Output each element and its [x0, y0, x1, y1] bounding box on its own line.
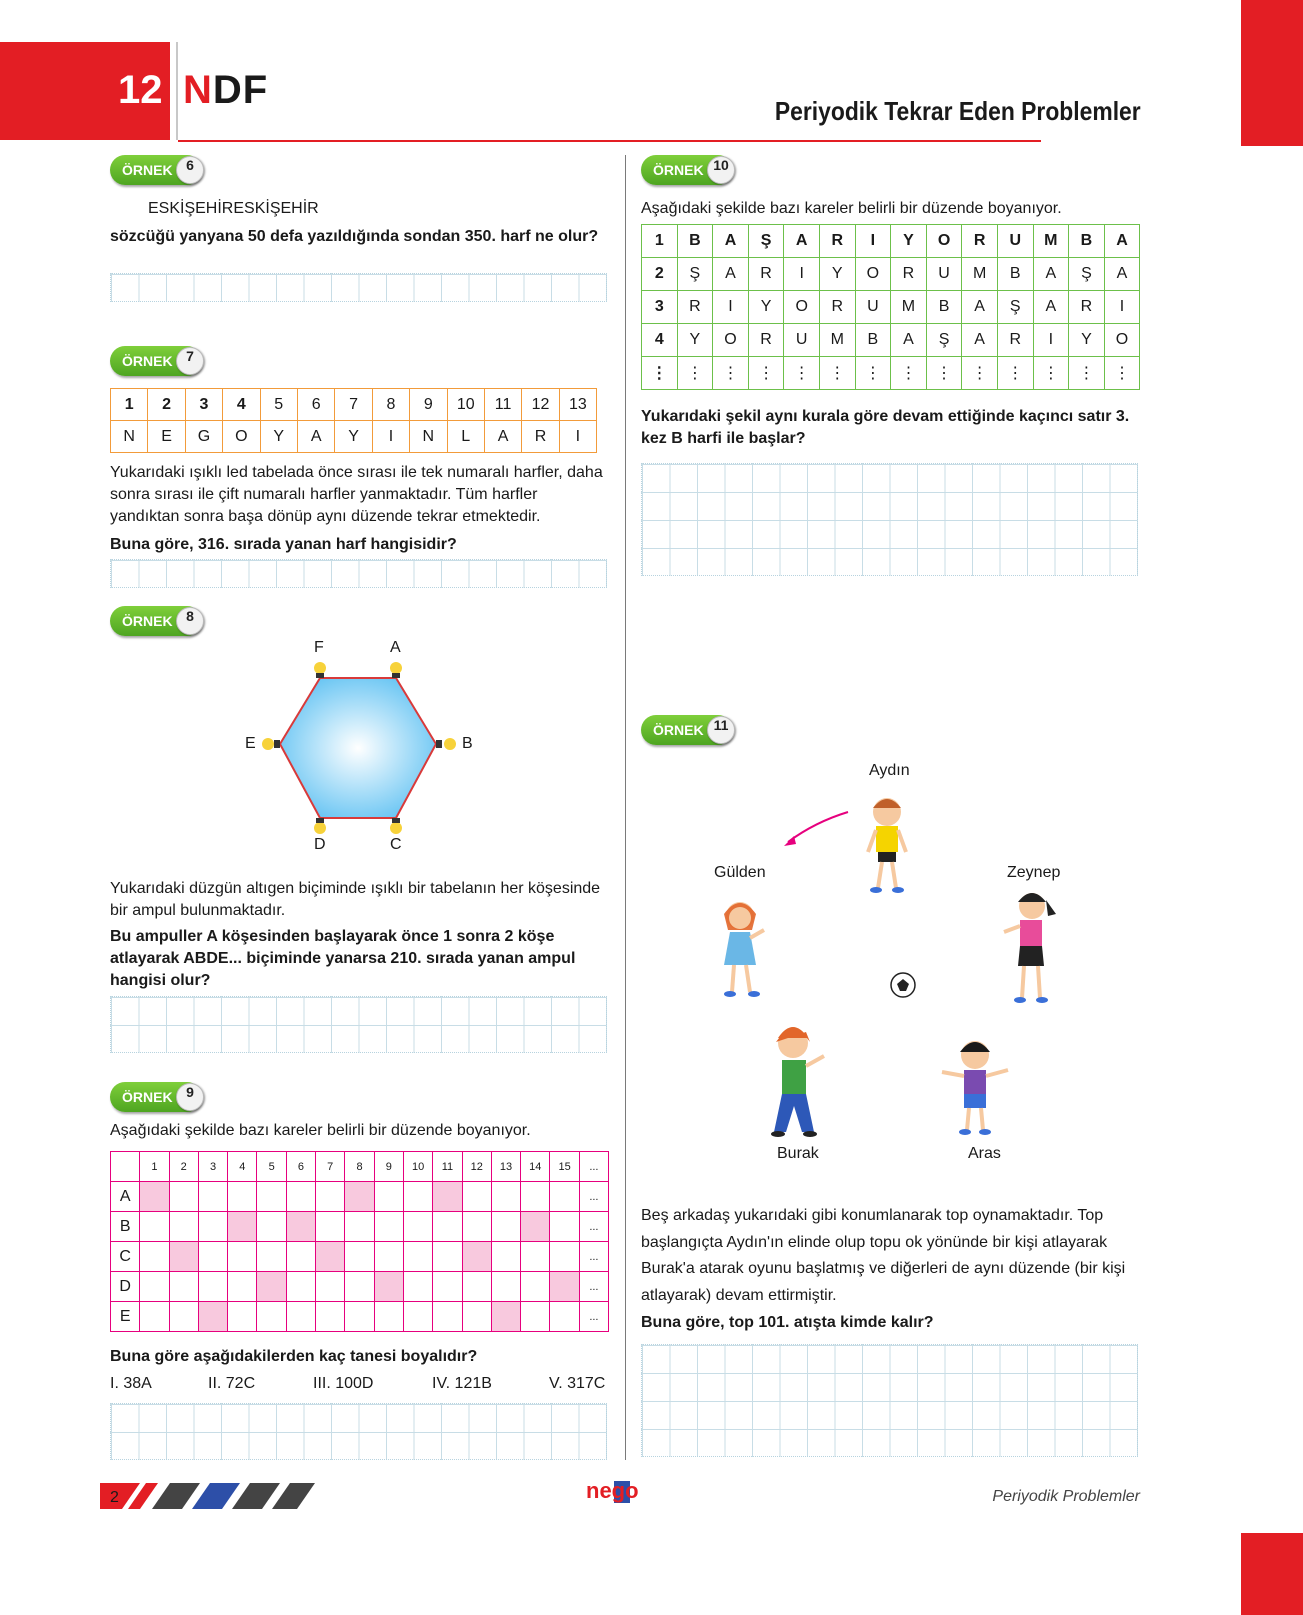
letter-grid-cell: B: [926, 291, 962, 324]
ornek-8-answer-area[interactable]: [110, 996, 607, 1053]
led-number-cell: 6: [297, 389, 334, 421]
grid-cell: [286, 1302, 315, 1332]
grid-cell: [433, 1302, 462, 1332]
led-letter-cell: L: [447, 421, 484, 453]
ornek-11-answer-area[interactable]: [641, 1344, 1138, 1457]
bulb-b: [436, 738, 456, 750]
grid-ellipsis-cell: ...: [579, 1182, 608, 1212]
letter-grid-cell: Y: [677, 324, 713, 357]
kids-illustration: [690, 780, 1090, 1150]
header-red-block-right: [1241, 0, 1303, 146]
ornek-9-option: III. 100D: [313, 1375, 374, 1392]
letter-grid-cell: I: [1104, 291, 1140, 324]
letter-grid-cell: A: [962, 291, 998, 324]
led-number-cell: 8: [372, 389, 409, 421]
grid-column-header: 1: [140, 1152, 169, 1182]
led-letter-cell: N: [111, 421, 148, 453]
led-number-cell: 7: [335, 389, 372, 421]
letter-grid-cell: ⋮: [748, 357, 784, 390]
bulb-c: [390, 818, 402, 834]
letter-grid-cell: R: [1069, 291, 1105, 324]
led-number-cell: 4: [223, 389, 260, 421]
pass-arrow-icon: [784, 812, 848, 846]
letter-grid-cell: O: [784, 291, 820, 324]
led-number-cell: 1: [111, 389, 148, 421]
led-number-cell: 11: [484, 389, 521, 421]
grid-column-header: 14: [521, 1152, 550, 1182]
grid-column-header: 3: [198, 1152, 227, 1182]
letter-grid-cell: I: [713, 291, 749, 324]
letter-grid-cell: A: [962, 324, 998, 357]
grid-cell: [257, 1242, 286, 1272]
grid-column-header: 4: [228, 1152, 257, 1182]
grid-cell: [316, 1182, 345, 1212]
grid-cell: [345, 1242, 374, 1272]
ornek-10-badge: ÖRNEK 10: [641, 155, 733, 185]
grid-cell: [491, 1182, 520, 1212]
led-table: [110, 388, 597, 453]
grid-column-header: 11: [433, 1152, 462, 1182]
grid-cell: [228, 1242, 257, 1272]
letter-grid-cell: R: [997, 324, 1033, 357]
letter-grid-cell: M: [819, 324, 855, 357]
bulb-d: [314, 818, 326, 834]
ornek-7-badge: ÖRNEK 7: [110, 346, 202, 376]
grid-cell: [169, 1182, 198, 1212]
grid-cell: [521, 1302, 550, 1332]
grid-cell: [345, 1212, 374, 1242]
grid-column-header: 12: [462, 1152, 491, 1182]
letter-grid-cell: Ş: [748, 225, 784, 258]
letter-grid-cell: A: [1033, 291, 1069, 324]
grid-cell: [316, 1212, 345, 1242]
letter-grid-cell: ⋮: [1104, 357, 1140, 390]
grid-cell-painted: [521, 1212, 550, 1242]
letter-grid-cell: A: [1104, 225, 1140, 258]
ornek-9-option: I. 38A: [110, 1375, 152, 1392]
grid-cell: [257, 1212, 286, 1242]
letter-grid-cell: ⋮: [997, 357, 1033, 390]
ornek-9-intro: Aşağıdaki şekilde bazı kareler belirli bir düzende boyanıyor.: [110, 1122, 531, 1139]
grid-cell-painted: [198, 1302, 227, 1332]
letter-grid-cell: Ş: [926, 324, 962, 357]
letter-grid-cell: I: [1033, 324, 1069, 357]
grid-column-header: 7: [316, 1152, 345, 1182]
ornek-10-answer-area[interactable]: [641, 463, 1138, 576]
grid-cell: [550, 1302, 579, 1332]
grid-row-header: B: [111, 1212, 140, 1242]
led-letter-cell: I: [372, 421, 409, 453]
ornek-8-text: Yukarıdaki düzgün altıgen biçiminde ışıklı bir tabelanın her köşesinde bir ampul bulunmaktadır.: [110, 880, 601, 919]
ornek-6-badge: ÖRNEK 6: [110, 155, 202, 185]
ornek-9-option: II. 72C: [208, 1375, 256, 1392]
letter-grid-cell: R: [819, 225, 855, 258]
ornek-10-intro: Aşağıdaki şekilde bazı kareler belirli bir düzende boyanıyor.: [641, 200, 1062, 217]
ornek-9-answer-area[interactable]: [110, 1403, 607, 1460]
letter-grid-cell: B: [997, 258, 1033, 291]
letter-grid-cell: ⋮: [926, 357, 962, 390]
ornek-7-question: Buna göre, 316. sırada yanan harf hangisidir?: [110, 536, 457, 553]
brand-n: N: [183, 68, 213, 112]
vertex-label-a: A: [390, 639, 401, 656]
grid-cell-painted: [433, 1182, 462, 1212]
ornek-6-number: 6: [176, 156, 204, 184]
letter-grid-cell: U: [855, 291, 891, 324]
letter-grid-cell: Ş: [997, 291, 1033, 324]
grid-cell: [433, 1242, 462, 1272]
kid-gulden: [724, 902, 764, 997]
grid-cell: [228, 1272, 257, 1302]
letter-grid: [641, 224, 1140, 390]
letter-grid-cell: O: [855, 258, 891, 291]
led-letter-cell: R: [522, 421, 559, 453]
letter-grid-cell: R: [677, 291, 713, 324]
ornek-8-badge: ÖRNEK 8: [110, 606, 202, 636]
grid-row-header: A: [111, 1182, 140, 1212]
grid-ellipsis-cell: ...: [579, 1212, 608, 1242]
grid-column-header: 13: [491, 1152, 520, 1182]
letter-grid-cell: Ş: [1069, 258, 1105, 291]
name-aras: Aras: [968, 1145, 1001, 1162]
led-letter-cell: O: [223, 421, 260, 453]
bulb-a: [390, 662, 402, 678]
vertex-label-e: E: [245, 735, 256, 752]
letter-grid-cell: R: [748, 258, 784, 291]
header-divider: [176, 42, 178, 140]
grid-row-header: D: [111, 1272, 140, 1302]
grid-column-header: 15: [550, 1152, 579, 1182]
grid-cell: [462, 1302, 491, 1332]
ornek-9-option: IV. 121B: [432, 1375, 492, 1392]
kid-zeynep: [1004, 893, 1056, 1003]
ornek-7-text: Yukarıdaki ışıklı led tabelada önce sırası ile tek numaralı harfler, daha sonra sırası ile çift numaralı harfler yanmaktadır. Tüm harfler yandıktan sonra başa dönüp aynı düzende tekrar etmektedir.: [110, 464, 603, 525]
led-letter-cell: A: [484, 421, 521, 453]
column-divider: [625, 155, 626, 1460]
bulb-e: [262, 738, 280, 750]
grid-cell: [462, 1212, 491, 1242]
grid-cell: [403, 1272, 432, 1302]
page-number: 2: [110, 1489, 119, 1506]
vertex-label-b: B: [462, 735, 473, 752]
ornek-7-number: 7: [176, 347, 204, 375]
letter-grid-cell: Y: [748, 291, 784, 324]
grid-cell: [433, 1212, 462, 1242]
paint-grid: [110, 1151, 609, 1332]
letter-grid-row-number: 1: [642, 225, 678, 258]
letter-grid-row-number: 3: [642, 291, 678, 324]
led-number-cell: 5: [260, 389, 297, 421]
led-number-cell: 3: [185, 389, 222, 421]
letter-grid-cell: M: [891, 291, 927, 324]
letter-grid-cell: B: [1069, 225, 1105, 258]
letter-grid-cell: U: [926, 258, 962, 291]
grid-cell: [550, 1242, 579, 1272]
letter-grid-row-number: 4: [642, 324, 678, 357]
letter-grid-cell: Y: [819, 258, 855, 291]
grid-cell-painted: [550, 1272, 579, 1302]
grid-cell: [169, 1302, 198, 1332]
letter-grid-cell: ⋮: [1069, 357, 1105, 390]
vertex-label-d: D: [314, 836, 326, 853]
grid-column-header: 10: [403, 1152, 432, 1182]
kid-aydin: [868, 798, 906, 893]
ornek-10-number: 10: [707, 156, 735, 184]
led-number-cell: 9: [410, 389, 447, 421]
grid-cell: [403, 1212, 432, 1242]
led-number-cell: 13: [559, 389, 596, 421]
grid-cell: [403, 1242, 432, 1272]
letter-grid-cell: R: [748, 324, 784, 357]
letter-grid-row-number: 2: [642, 258, 678, 291]
grid-cell: [140, 1302, 169, 1332]
letter-grid-cell: I: [784, 258, 820, 291]
letter-grid-cell: A: [891, 324, 927, 357]
ornek-9-badge: ÖRNEK 9: [110, 1082, 202, 1112]
grid-ellipsis-cell: ...: [579, 1272, 608, 1302]
led-number-cell: 2: [148, 389, 185, 421]
letter-grid-cell: B: [855, 324, 891, 357]
ornek-8-number: 8: [176, 607, 204, 635]
grid-cell: [286, 1182, 315, 1212]
letter-grid-cell: O: [926, 225, 962, 258]
grid-cell: [198, 1182, 227, 1212]
letter-grid-cell: ⋮: [677, 357, 713, 390]
letter-grid-cell: O: [713, 324, 749, 357]
grid-cell: [140, 1272, 169, 1302]
grid-cell-painted: [345, 1182, 374, 1212]
led-letter-cell: E: [148, 421, 185, 453]
grid-column-header: 6: [286, 1152, 315, 1182]
grid-cell: [228, 1182, 257, 1212]
grid-cell: [521, 1272, 550, 1302]
grid-cell-painted: [374, 1272, 403, 1302]
grid-cell-painted: [491, 1302, 520, 1332]
grid-cell: [521, 1182, 550, 1212]
letter-grid-cell: ⋮: [784, 357, 820, 390]
letter-grid-cell: A: [1033, 258, 1069, 291]
grid-cell: [374, 1212, 403, 1242]
nego-logo: [586, 1477, 666, 1505]
grid-cell: [550, 1212, 579, 1242]
letter-grid-cell: ⋮: [713, 357, 749, 390]
letter-grid-cell: ⋮: [962, 357, 998, 390]
letter-grid-cell: R: [819, 291, 855, 324]
led-letter-cell: Y: [335, 421, 372, 453]
letter-grid-cell: M: [1033, 225, 1069, 258]
ornek-6-answer-area[interactable]: [110, 273, 607, 302]
brand-rest: DF: [212, 68, 269, 112]
grid-cell: [140, 1212, 169, 1242]
ornek-8-question: Bu ampuller A köşesinden başlayarak önce 1 sonra 2 köşe atlayarak ABDE... biçiminde yanarsa 210. sırada yanan ampul hangisi olur?: [110, 928, 576, 989]
letter-grid-cell: U: [997, 225, 1033, 258]
letter-grid-cell: Ş: [677, 258, 713, 291]
grid-cell: [433, 1272, 462, 1302]
ornek-11-question: Buna göre, top 101. atışta kimde kalır?: [641, 1314, 934, 1331]
led-letter-cell: Y: [260, 421, 297, 453]
led-letter-cell: N: [410, 421, 447, 453]
grid-cell: [374, 1302, 403, 1332]
grid-cell-painted: [228, 1212, 257, 1242]
grid-cell: [286, 1272, 315, 1302]
grid-cell: [374, 1182, 403, 1212]
letter-grid-cell: A: [784, 225, 820, 258]
grid-cell-painted: [169, 1242, 198, 1272]
letter-grid-cell: A: [713, 258, 749, 291]
grid-cell: [403, 1302, 432, 1332]
kid-burak: [771, 1027, 824, 1137]
letter-grid-cell: I: [855, 225, 891, 258]
grid-row-header: E: [111, 1302, 140, 1332]
letter-grid-cell: A: [713, 225, 749, 258]
grid-cell: [374, 1242, 403, 1272]
grid-cell: [521, 1242, 550, 1272]
grid-ellipsis-cell: ...: [579, 1302, 608, 1332]
ball-icon: [891, 973, 915, 997]
grid-cell: [403, 1182, 432, 1212]
footer-title: Periyodik Problemler: [992, 1488, 1140, 1505]
grid-cell-painted: [140, 1182, 169, 1212]
led-letter-cell: G: [185, 421, 222, 453]
ornek-11-number: 11: [707, 716, 735, 744]
grid-cell: [169, 1272, 198, 1302]
ornek-9-option: V. 317C: [549, 1375, 606, 1392]
ornek-6-word: ESKİŞEHİRESKİŞEHİR: [148, 200, 319, 217]
led-number-cell: 10: [447, 389, 484, 421]
grid-cell: [140, 1242, 169, 1272]
grid-cell: [491, 1242, 520, 1272]
grade-number: 12: [118, 68, 163, 112]
grid-cell: [286, 1242, 315, 1272]
ornek-11-badge: ÖRNEK 11: [641, 715, 733, 745]
letter-grid-cell: M: [962, 258, 998, 291]
ornek-7-answer-area[interactable]: [110, 559, 607, 588]
led-number-cell: 12: [522, 389, 559, 421]
letter-grid-row-number: ⋮: [642, 357, 678, 390]
grid-cell-painted: [462, 1242, 491, 1272]
grid-cell-painted: [286, 1212, 315, 1242]
hexagon-figure: [240, 640, 500, 870]
letter-grid-cell: Y: [1069, 324, 1105, 357]
grid-row-header: C: [111, 1242, 140, 1272]
grid-cell: [198, 1272, 227, 1302]
grid-cell: [169, 1212, 198, 1242]
grid-cell: [228, 1302, 257, 1332]
name-burak: Burak: [777, 1145, 819, 1162]
letter-grid-cell: B: [677, 225, 713, 258]
grid-cell: [550, 1182, 579, 1212]
grid-cell: [316, 1302, 345, 1332]
footer-stripes: [100, 1483, 315, 1509]
grid-cell: [491, 1272, 520, 1302]
grid-cell: [316, 1272, 345, 1302]
grid-cell: [257, 1302, 286, 1332]
letter-grid-cell: ⋮: [891, 357, 927, 390]
grid-column-header: 9: [374, 1152, 403, 1182]
grid-column-header: 2: [169, 1152, 198, 1182]
ornek-10-question: Yukarıdaki şekil aynı kurala göre devam ettiğinde kaçıncı satır 3. kez B harfi ile başlar?: [641, 408, 1130, 447]
letter-grid-cell: R: [962, 225, 998, 258]
vertex-label-c: C: [390, 836, 402, 853]
grid-column-header: ...: [579, 1152, 608, 1182]
letter-grid-cell: O: [1104, 324, 1140, 357]
hexagon-shape: [280, 678, 436, 818]
letter-grid-cell: U: [784, 324, 820, 357]
grid-cell-painted: [316, 1242, 345, 1272]
grid-column-header: 8: [345, 1152, 374, 1182]
ornek-9-question: Buna göre aşağıdakilerden kaç tanesi boyalıdır?: [110, 1348, 478, 1365]
grid-cell: [198, 1212, 227, 1242]
ornek-6-question: sözcüğü yanyana 50 defa yazıldığında sondan 350. harf ne olur?: [110, 228, 599, 245]
footer-red-block-right: [1241, 1533, 1303, 1615]
letter-grid-cell: ⋮: [1033, 357, 1069, 390]
grid-cell: [491, 1212, 520, 1242]
bulb-f: [314, 662, 326, 678]
grid-cell: [198, 1242, 227, 1272]
header-rule: [178, 140, 1041, 142]
grid-ellipsis-cell: ...: [579, 1242, 608, 1272]
kid-aras: [942, 1041, 1008, 1135]
grid-cell: [257, 1182, 286, 1212]
grid-cell-painted: [257, 1272, 286, 1302]
page-title: Periyodik Tekrar Eden Problemler: [775, 96, 1141, 126]
grid-cell: [345, 1302, 374, 1332]
name-aydin: Aydın: [869, 762, 910, 779]
grid-column-header: 5: [257, 1152, 286, 1182]
led-letter-cell: I: [559, 421, 596, 453]
letter-grid-cell: Y: [891, 225, 927, 258]
name-gulden: Gülden: [714, 864, 766, 881]
nego-logo-text: nego: [586, 1478, 639, 1503]
grid-cell: [462, 1182, 491, 1212]
brand-logo: [183, 68, 268, 113]
vertex-label-f: F: [314, 639, 324, 656]
letter-grid-cell: R: [891, 258, 927, 291]
ornek-9-number: 9: [176, 1083, 204, 1111]
letter-grid-cell: A: [1104, 258, 1140, 291]
ornek-11-text: Beş arkadaş yukarıdaki gibi konumlanarak top oynamaktadır. Top başlangıçta Aydın'ın elinde olup topu ok yönünde bir kişi atlayarak Burak'a atarak oyunu başlatmış ve diğerleri de aynı düzende (bir kişi atlayarak) devam ettirmiştir.: [641, 1207, 1126, 1304]
name-zeynep: Zeynep: [1007, 864, 1061, 881]
grid-corner: [111, 1152, 140, 1182]
grid-cell: [345, 1272, 374, 1302]
led-letter-cell: A: [297, 421, 334, 453]
grid-cell: [462, 1272, 491, 1302]
letter-grid-cell: ⋮: [855, 357, 891, 390]
letter-grid-cell: ⋮: [819, 357, 855, 390]
